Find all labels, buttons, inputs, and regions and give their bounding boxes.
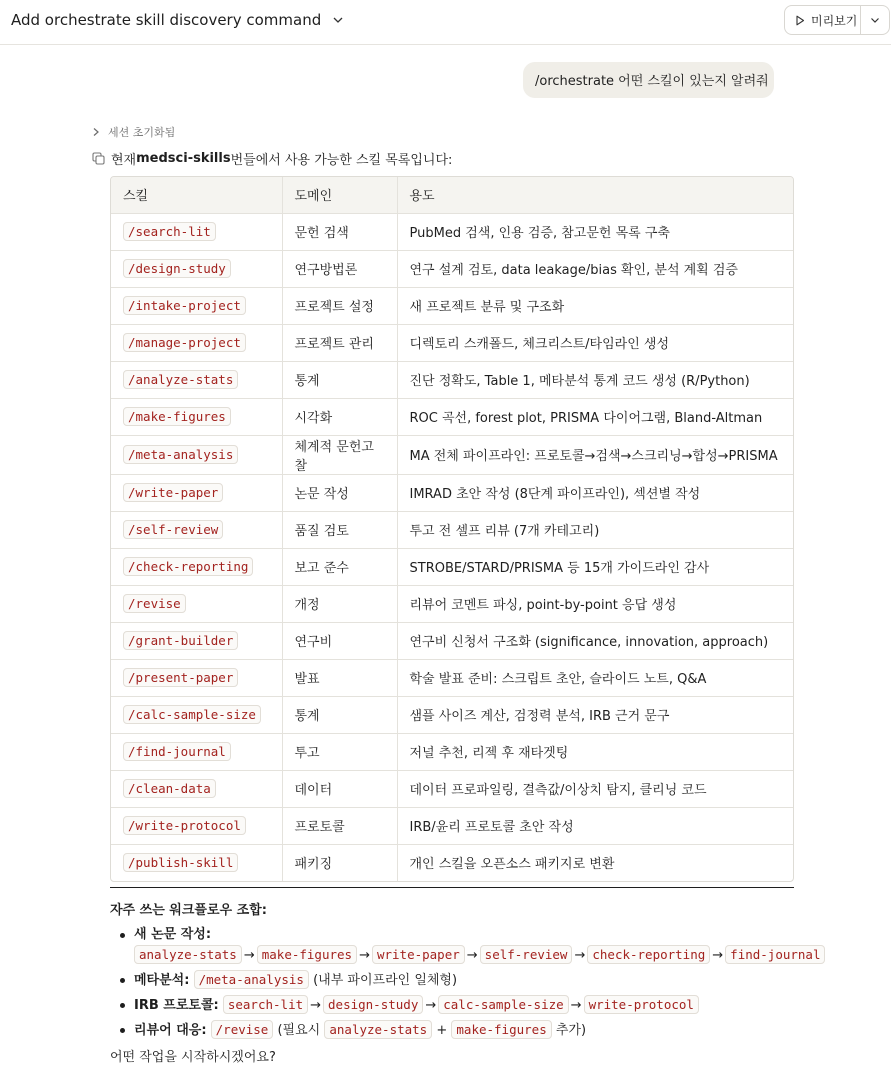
workflow-step: find-journal [725, 945, 825, 964]
skill-cell [111, 844, 282, 881]
skill-command: /self-review [123, 520, 223, 539]
workflow-step: analyze-stats [324, 1020, 432, 1039]
skill-command: /analyze-stats [123, 370, 238, 389]
skill-cell [111, 474, 282, 511]
workflow-step: /revise [211, 1020, 274, 1039]
workflow-item-meta-analysis [118, 970, 798, 991]
domain-cell: 체계적 문헌고찰 [282, 435, 397, 474]
arrow-icon: → [712, 948, 724, 963]
use-cell: 개인 스킬을 오픈소스 패키지로 변환 [409, 857, 615, 873]
skill-cell [111, 548, 282, 585]
table-row [111, 324, 793, 361]
skill-command: /present-paper [123, 668, 238, 687]
assistant-question: 어떤 작업을 시작하시겠어요? [110, 1050, 276, 1065]
use-cell: 디렉토리 스캐폴드, 체크리스트/타임라인 생성 [397, 324, 793, 361]
preview-dropdown-button[interactable] [861, 6, 889, 34]
skill-cell [111, 287, 282, 324]
workflow-step: write-protocol [584, 995, 699, 1014]
table-row [111, 585, 793, 622]
use-cell: MA 전체 파이프라인: 프로토콜→검색→스크리닝→합성→PRISMA [397, 435, 793, 474]
skill-command: /calc-sample-size [123, 705, 261, 724]
table-row [111, 361, 793, 398]
session-reset-label: 세션 초기화됨 [108, 126, 176, 139]
arrow-icon: → [574, 948, 586, 963]
table-row [111, 287, 793, 324]
use-cell: STROBE/STARD/PRISMA 등 15개 가이드라인 감사 [397, 548, 793, 585]
domain-cell: 품질 검토 [282, 511, 397, 548]
workflow-label: IRB 프로토콜: [134, 998, 219, 1013]
copy-icon[interactable] [92, 152, 105, 165]
arrow-icon: → [570, 998, 582, 1013]
skill-cell [111, 435, 282, 474]
domain-cell: 논문 작성 [282, 474, 397, 511]
skills-table-body [111, 213, 793, 881]
domain-cell: 패키징 [282, 844, 397, 881]
skill-cell [111, 770, 282, 807]
column-header-use: 용도 [397, 177, 793, 213]
conversation-title-text: Add orchestrate skill discovery command [11, 11, 322, 29]
use-cell: 리뷰어 코멘트 파싱, point-by-point 응답 생성 [397, 585, 793, 622]
table-row [111, 696, 793, 733]
workflow-item-irb [118, 995, 798, 1016]
table-row [111, 807, 793, 844]
chevron-right-icon [92, 127, 100, 137]
skill-command: /write-protocol [123, 816, 246, 835]
workflow-note-prefix: (필요시 [277, 1023, 321, 1038]
column-header-domain: 도메인 [282, 177, 397, 213]
workflow-step: make-figures [257, 945, 357, 964]
use-cell: 연구 설계 검토, data leakage/bias 확인, 분석 계획 검증 [397, 250, 793, 287]
arrow-icon: → [243, 948, 255, 963]
table-row [111, 398, 793, 435]
workflow-list [118, 925, 821, 1045]
use-cell: 투고 전 셀프 리뷰 (7개 카테고리) [397, 511, 793, 548]
table-row [111, 511, 793, 548]
skill-command: /find-journal [123, 742, 231, 761]
use-cell: 진단 정확도, Table 1, 메타분석 통계 코드 생성 (R/Python) [397, 361, 793, 398]
domain-cell: 발표 [282, 659, 397, 696]
use-cell: 샘플 사이즈 계산, 검정력 분석, IRB 근거 문구 [397, 696, 793, 733]
arrow-icon: → [466, 948, 478, 963]
use-cell: ROC 곡선, forest plot, PRISMA 다이어그램, Bland-Altman [397, 398, 793, 435]
header-bar [0, 0, 891, 45]
skill-command: /check-reporting [123, 557, 253, 576]
skill-cell [111, 585, 282, 622]
skill-command: /publish-skill [123, 853, 238, 872]
use-cell: 데이터 프로파일링, 결측값/이상치 탐지, 클리닝 코드 [397, 770, 793, 807]
workflow-step: self-review [480, 945, 573, 964]
table-header-row [111, 177, 793, 213]
chevron-down-icon [869, 14, 881, 26]
table-row [111, 844, 793, 881]
skill-command: /design-study [123, 259, 231, 278]
chevron-down-icon[interactable] [331, 13, 345, 27]
workflow-note-suffix: 추가) [555, 1023, 587, 1038]
workflows-title: 자주 쓰는 워크플로우 조합: [110, 903, 267, 918]
skill-cell [111, 361, 282, 398]
use-cell: 저널 추천, 리젝 후 재타겟팅 [397, 733, 793, 770]
plus-sign: + [436, 1023, 448, 1038]
skill-command: /write-paper [123, 483, 223, 502]
workflow-step: make-figures [451, 1020, 551, 1039]
session-reset-toggle[interactable] [92, 124, 175, 140]
skill-command: /search-lit [123, 222, 216, 241]
skill-command: /make-figures [123, 407, 231, 426]
preview-button-label: 미리보기 [811, 13, 858, 28]
skill-cell [111, 807, 282, 844]
workflow-label: 리뷰어 대응: [134, 1023, 207, 1038]
domain-cell: 연구방법론 [282, 250, 397, 287]
intro-suffix: 번들에서 사용 가능한 스킬 목록입니다: [230, 153, 453, 168]
arrow-icon: → [310, 998, 322, 1013]
domain-cell: 보고 준수 [282, 548, 397, 585]
domain-cell: 연구비 [282, 622, 397, 659]
workflow-step: design-study [323, 995, 423, 1014]
skill-cell [111, 250, 282, 287]
workflow-step: calc-sample-size [438, 995, 568, 1014]
skill-cell [111, 696, 282, 733]
skill-command: /manage-project [123, 333, 246, 352]
intro-prefix: 현재 [111, 153, 137, 168]
arrow-icon: → [425, 998, 437, 1013]
play-icon [795, 15, 805, 26]
table-row [111, 250, 793, 287]
workflow-item-new-paper [118, 925, 821, 966]
table-row [111, 733, 793, 770]
domain-cell: 데이터 [282, 770, 397, 807]
workflow-step: /meta-analysis [194, 970, 309, 989]
domain-cell: 시각화 [282, 398, 397, 435]
skill-cell [111, 659, 282, 696]
table-row [111, 213, 793, 250]
workflow-item-reviewer [118, 1020, 798, 1041]
table-row [111, 548, 793, 585]
arrow-icon: → [359, 948, 370, 963]
workflow-label: 메타분석: [134, 973, 190, 988]
domain-cell: 프로젝트 관리 [282, 324, 397, 361]
assistant-intro [92, 149, 452, 168]
table-row [111, 622, 793, 659]
skill-command: /clean-data [123, 779, 216, 798]
use-cell: PubMed 검색, 인용 검증, 참고문헌 목록 구축 [397, 213, 793, 250]
use-cell: IRB/윤리 프로토콜 초안 작성 [397, 807, 793, 844]
use-cell: 학술 발표 준비: 스크립트 초안, 슬라이드 노트, Q&A [397, 659, 793, 696]
skill-command: /intake-project [123, 296, 246, 315]
conversation-title[interactable] [11, 11, 345, 29]
domain-cell: 투고 [282, 733, 397, 770]
table-row [111, 474, 793, 511]
table-row [111, 770, 793, 807]
skill-cell [111, 733, 282, 770]
skill-command: /meta-analysis [123, 445, 238, 464]
skill-cell [111, 324, 282, 361]
domain-cell: 프로젝트 설정 [282, 287, 397, 324]
use-cell: IMRAD 초안 작성 (8단계 파이프라인), 섹션별 작성 [397, 474, 793, 511]
skills-table [110, 176, 794, 882]
workflow-step: write-paper [372, 945, 465, 964]
skill-command: /grant-builder [123, 631, 238, 650]
preview-button[interactable] [785, 6, 861, 34]
skill-cell [111, 622, 282, 659]
column-header-skill: 스킬 [111, 177, 282, 213]
workflow-step: search-lit [223, 995, 308, 1014]
preview-button-group [784, 5, 890, 35]
domain-cell: 문헌 검색 [282, 213, 397, 250]
table-row [111, 435, 793, 474]
divider [110, 887, 794, 888]
user-message: /orchestrate 어떤 스킬이 있는지 알려줘 [523, 62, 774, 98]
bundle-name: medsci-skills [136, 151, 231, 166]
workflow-label: 새 논문 작성: [134, 927, 212, 942]
domain-cell: 프로토콜 [282, 807, 397, 844]
use-cell: 연구비 신청서 구조화 (significance, innovation, approach) [397, 622, 793, 659]
skill-cell [111, 511, 282, 548]
domain-cell: 통계 [282, 696, 397, 733]
domain-cell: 개정 [282, 585, 397, 622]
skill-cell [111, 213, 282, 250]
skill-cell [111, 398, 282, 435]
use-cell: 새 프로젝트 분류 및 구조화 [397, 287, 793, 324]
domain-cell: 통계 [282, 361, 397, 398]
workflow-step: check-reporting [587, 945, 710, 964]
skill-command: /revise [123, 594, 186, 613]
workflow-step: analyze-stats [134, 945, 242, 964]
workflow-note: (내부 파이프라인 일체형) [313, 973, 458, 988]
table-row [111, 659, 793, 696]
